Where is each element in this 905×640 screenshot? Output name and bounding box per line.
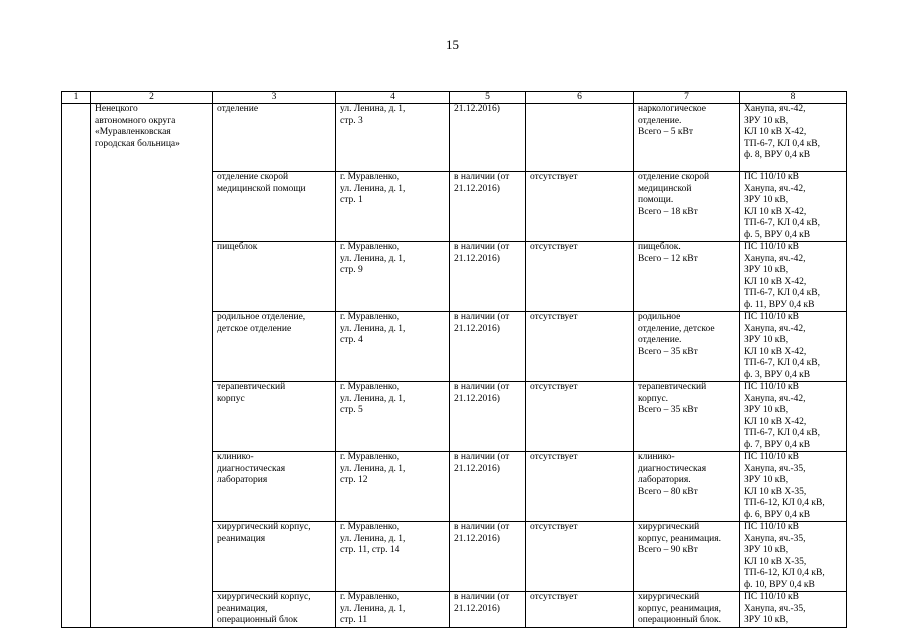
- availability-cell: в наличии (от 21.12.2016): [450, 312, 526, 382]
- summary-cell: клинико- диагностическая лаборатория. Всего – 80 кВт: [634, 452, 740, 522]
- column-header: 3: [213, 92, 336, 104]
- supply-cell: ПС 110/10 кВ Ханупа, яч.-42, ЗРУ 10 кВ, КЛ 10 кВ Х-42, ТП-6-7, КЛ 0,4 кВ, ф. 7, ВРУ 0,4 кВ: [740, 382, 847, 452]
- status-cell: отсутствует: [526, 592, 634, 628]
- address-cell: ул. Ленина, д. 1, стр. 3: [336, 104, 450, 172]
- column-header: 6: [526, 92, 634, 104]
- column-header: 8: [740, 92, 847, 104]
- supply-cell: ПС 110/10 кВ Ханупа, яч.-35, ЗРУ 10 кВ, КЛ 10 кВ Х-35, ТП-6-12, КЛ 0,4 кВ, ф. 6, ВРУ 0,4 кВ: [740, 452, 847, 522]
- supply-cell: ПС 110/10 кВ Ханупа, яч.-42, ЗРУ 10 кВ, КЛ 10 кВ Х-42, ТП-6-7, КЛ 0,4 кВ, ф. 11, ВРУ 0,4 кВ: [740, 242, 847, 312]
- address-cell: г. Муравленко, ул. Ленина, д. 1, стр. 1: [336, 172, 450, 242]
- column-header: 2: [91, 92, 213, 104]
- department-cell: отделение: [213, 104, 336, 172]
- summary-cell: пищеблок. Всего – 12 кВт: [634, 242, 740, 312]
- address-cell: г. Муравленко, ул. Ленина, д. 1, стр. 9: [336, 242, 450, 312]
- page-number: 15: [446, 37, 459, 52]
- summary-cell: хирургический корпус, реанимация, операционный блок.: [634, 592, 740, 628]
- availability-cell: в наличии (от 21.12.2016): [450, 242, 526, 312]
- document-table: [61, 91, 847, 628]
- availability-cell: в наличии (от 21.12.2016): [450, 452, 526, 522]
- department-cell: хирургический корпус, реанимация, операционный блок: [213, 592, 336, 628]
- address-cell: г. Муравленко, ул. Ленина, д. 1, стр. 4: [336, 312, 450, 382]
- department-cell: хирургический корпус, реанимация: [213, 522, 336, 592]
- supply-cell: ПС 110/10 кВ Ханупа, яч.-35, ЗРУ 10 кВ, КЛ 10 кВ Х-35, ТП-6-12, КЛ 0,4 кВ, ф. 10, ВРУ 0,4 кВ: [740, 522, 847, 592]
- table-row: [62, 104, 847, 172]
- address-cell: г. Муравленко, ул. Ленина, д. 1, стр. 5: [336, 382, 450, 452]
- summary-cell: наркологическое отделение. Всего – 5 кВт: [634, 104, 740, 172]
- department-cell: родильное отделение, детское отделение: [213, 312, 336, 382]
- header-row: [62, 92, 847, 104]
- number-cell: [62, 104, 91, 628]
- availability-cell: 21.12.2016): [450, 104, 526, 172]
- address-cell: г. Муравленко, ул. Ленина, д. 1, стр. 11: [336, 592, 450, 628]
- summary-cell: родильное отделение, детское отделение. Всего – 35 кВт: [634, 312, 740, 382]
- supply-cell: Ханупа, яч.-42, ЗРУ 10 кВ, КЛ 10 кВ Х-42, ТП-6-7, КЛ 0,4 кВ, ф. 8, ВРУ 0,4 кВ: [740, 104, 847, 172]
- organization-cell: Ненецкого автономного округа «Муравленковская городская больница»: [91, 104, 213, 628]
- status-cell: отсутствует: [526, 312, 634, 382]
- column-header: 4: [336, 92, 450, 104]
- supply-cell: ПС 110/10 кВ Ханупа, яч.-42, ЗРУ 10 кВ, КЛ 10 кВ Х-42, ТП-6-7, КЛ 0,4 кВ, ф. 3, ВРУ 0,4 кВ: [740, 312, 847, 382]
- department-cell: клинико- диагностическая лаборатория: [213, 452, 336, 522]
- status-cell: отсутствует: [526, 382, 634, 452]
- availability-cell: в наличии (от 21.12.2016): [450, 592, 526, 628]
- supply-cell: ПС 110/10 кВ Ханупа, яч.-35, ЗРУ 10 кВ,: [740, 592, 847, 628]
- status-cell: [526, 104, 634, 172]
- address-cell: г. Муравленко, ул. Ленина, д. 1, стр. 12: [336, 452, 450, 522]
- availability-cell: в наличии (от 21.12.2016): [450, 382, 526, 452]
- summary-cell: хирургический корпус, реанимация. Всего – 90 кВт: [634, 522, 740, 592]
- department-cell: пищеблок: [213, 242, 336, 312]
- status-cell: отсутствует: [526, 452, 634, 522]
- column-header: 1: [62, 92, 91, 104]
- summary-cell: отделение скорой медицинской помощи. Всего – 18 кВт: [634, 172, 740, 242]
- supply-cell: ПС 110/10 кВ Ханупа, яч.-42, ЗРУ 10 кВ, КЛ 10 кВ Х-42, ТП-6-7, КЛ 0,4 кВ, ф. 5, ВРУ 0,4 кВ: [740, 172, 847, 242]
- status-cell: отсутствует: [526, 242, 634, 312]
- column-header: 7: [634, 92, 740, 104]
- status-cell: отсутствует: [526, 522, 634, 592]
- address-cell: г. Муравленко, ул. Ленина, д. 1, стр. 11, стр. 14: [336, 522, 450, 592]
- availability-cell: в наличии (от 21.12.2016): [450, 522, 526, 592]
- status-cell: отсутствует: [526, 172, 634, 242]
- availability-cell: в наличии (от 21.12.2016): [450, 172, 526, 242]
- summary-cell: терапевтический корпус. Всего – 35 кВт: [634, 382, 740, 452]
- department-cell: терапевтический корпус: [213, 382, 336, 452]
- column-header: 5: [450, 92, 526, 104]
- department-cell: отделение скорой медицинской помощи: [213, 172, 336, 242]
